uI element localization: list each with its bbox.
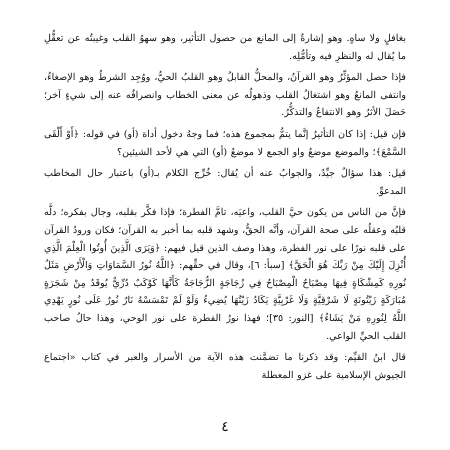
- paragraph-2: فإذا حصل المؤثِّرُ وهو القرآنُ، والمحلُّ القابلُ وهو القلبُ الحيُّ، ووُجِد الشرطُ وهو الإصغاءُ، وانتفى المانعُ وهو اشتغالُ القلب وذهولُه عن معنى الخطاب وانصرافُه عنه إلى شيءٍ آخر؛ حَصَلَ الأثرُ وهو الانتفاعُ والتذكُّرُ.: [44, 72, 406, 119]
- paragraph-1: بغافلٍ ولا ساهٍ. وهو إشارةٌ إلى المانع من حصول التأثير، وهو سهوُ القلب وغيبتُه عن تعقُّلِ ما يُقال له والنظرِ فيه وتأمُّلِه.: [44, 33, 406, 62]
- paragraph-6: قال ابنُ القيِّم: وقد ذكرنا ما تضمَّنت هذه الآية من الأسرار والعبر في كتاب «اجتماع الجيوش الإسلامية على غزو المعطلة: [44, 352, 406, 381]
- document-page: [44, 30, 406, 410]
- page-number: ٤: [221, 419, 229, 435]
- paragraph-5: فإنَّ من الناس من يكون حيَّ القلب، واعيَه، تامَّ الفطرة؛ فإذا فكَّر بقلبه، وجال بفكره؛ دلَّه قلبُه وعقلُه على صحة القرآن، وأنَّه الحقُّ، وشهد قلبه بما أخبر به القرآن؛ فكان ورودُ القرآن على قلبه نورًا على نور الفطرة، وهذا وصف الذين قيل فيهم: ﴿وَيَرَى الَّذِينَ أُوتُوا الْعِلْمَ الَّذِي أُنْزِلَ إِلَيْكَ مِنْ رَبِّكَ هُوَ الْحَقَّ﴾ [سبأ: ٦]، وقال في حقِّهم: ﴿اللَّهُ نُورُ السَّمَاوَاتِ وَالْأَرْضِ مَثَلُ نُورِهِ كَمِشْكَاةٍ فِيهَا مِصْبَاحٌ الْمِصْبَاحُ فِي زُجَاجَةٍ الزُّجَاجَةُ كَأَنَّهَا كَوْكَبٌ دُرِّيٌّ يُوقَدُ مِنْ شَجَرَةٍ مُبَارَكَةٍ زَيْتُونَةٍ لَا شَرْقِيَّةٍ وَلَا غَرْبِيَّةٍ يَكَادُ زَيْتُهَا يُضِيءُ وَلَوْ لَمْ تَمْسَسْهُ نَارٌ نُورٌ عَلَى نُورٍ يَهْدِي اللَّهُ لِنُورِهِ مَنْ يَشَاءُ﴾ [النور: ٣٥]؛ فهذا نورُ الفطرة على نور الوحي، وهذا حالُ صاحب القلب الحيِّ الواعي.: [44, 207, 406, 342]
- paragraph-4: قيل: هذا سؤالٌ جيِّدٌ، والجوابُ عنه أن يُقال: خُرِّج الكلام بـ(أو) باعتبار حال المخاطب المدعوِّ.: [44, 168, 406, 197]
- paragraph-3: فإن قيل: إذا كان التأثيرُ إنَّما يتمُّ بمجموع هذه؛ فما وجهُ دخول أداة (أو) في قوله: ﴿أَوْ أَلْقَى السَّمْعَ﴾؛ والموضع موضعُ واو الجمع لا موضعُ (أو) التي هي لأحد الشيئين؟: [44, 128, 406, 158]
